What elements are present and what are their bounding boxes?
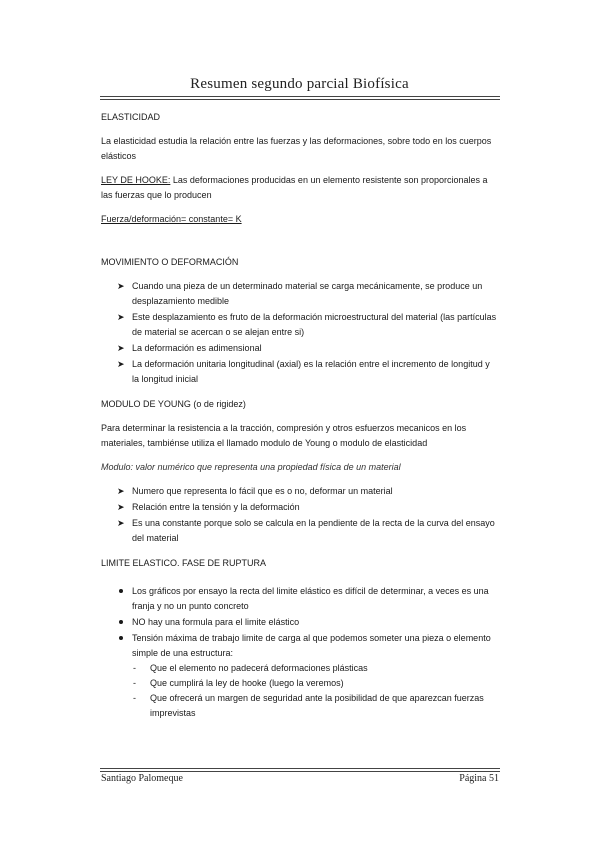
dash-bullet-icon: - [133,693,136,703]
arrow-bullet-icon: ➤ [117,281,125,291]
list-item: ➤ La deformación unitaria longitudinal (axial) es la relación entre el incremento de longitud y la longitud inicial [117,359,490,384]
modulo-definition: Modulo: valor numérico que representa una propiedad física de un material [101,462,401,472]
list-item: NO hay una formula para el limite elástico [101,615,499,630]
arrow-bullet-icon: ➤ [117,518,125,528]
sublist-item: - Que el elemento no padecerá deformaciones plásticas [132,661,499,676]
list-item: Tensión máxima de trabajo limite de carga al que podemos someter una pieza o elemento simple de una estructura: - Que el elemento no padecerá deformaciones plásticas - Que cumplirá la ley de hooke (luego la veremos) - Que ofrecerá un margen de seguridad ante la posibilidad de que aparezcan fuerzas imprevistas [101,631,499,721]
list-item: Los gráficos por ensayo la recta del limite elástico es difícil de determinar, a veces es una franja y no un punto concreto [101,584,499,614]
list-item: ➤ Cuando una pieza de un determinado material se carga mecánicamente, se produce un desplazamiento medible [117,281,483,306]
arrow-bullet-icon: ➤ [117,312,125,322]
section-heading-young: MODULO DE YOUNG (o de rigidez) [101,399,246,409]
young-paragraph: Para determinar la resistencia a la tracción, compresión y otros esfuerzos mecanicos en los materiales, tambiénse utiliza el llamado modulo de Young o modulo de elasticidad [101,423,467,448]
hooke-label: LEY DE HOOKE: [101,175,171,185]
round-bullet-icon [119,636,123,640]
document-body [101,110,499,722]
arrow-bullet-icon: ➤ [117,359,125,369]
dash-bullet-icon: - [133,663,136,673]
limite-list [101,584,499,721]
hooke-text: Las deformaciones producidas en un elemento resistente son proporcionales a las fuerzas que lo producen [101,175,488,200]
section-heading-movimiento: MOVIMIENTO O DEFORMACIÓN [101,257,239,267]
round-bullet-icon [119,620,123,624]
page-title: Resumen segundo parcial Biofísica [190,76,409,92]
young-list [101,484,499,546]
footer-author: Santiago Palomeque [101,773,183,784]
list-item: ➤ Es una constante porque solo se calcula en la pendiente de la recta de la curva del ensayo del material [117,518,495,543]
limite-sublist [132,661,499,721]
dash-bullet-icon: - [133,678,136,688]
list-item: ➤ La deformación es adimensional [101,341,499,356]
hooke-formula: Fuerza/deformación= constante= K [101,214,242,224]
list-item: ➤ Este desplazamiento es fruto de la deformación microestructural del material (las partículas de material se acercan o se alejan entre si) [117,312,497,337]
arrow-bullet-icon: ➤ [117,343,125,353]
footer-divider [100,768,500,772]
section-heading-elasticidad: ELASTICIDAD [101,112,161,122]
elasticidad-paragraph: La elasticidad estudia la relación entre las fuerzas y las deformaciones, sobre todo en los cuerpos elásticos [101,136,492,161]
sublist-item: - Que cumplirá la ley de hooke (luego la veremos) [132,676,499,691]
section-heading-limite: LIMITE ELASTICO. FASE DE RUPTURA [101,558,267,568]
arrow-bullet-icon: ➤ [117,486,125,496]
movimiento-list [101,279,499,387]
footer-page-number: Página 51 [459,773,499,784]
header-divider [100,96,500,100]
sublist-item: - Que ofrecerá un margen de seguridad ante la posibilidad de que aparezcan fuerzas imprevistas [133,693,484,718]
hooke-paragraph [101,173,499,203]
arrow-bullet-icon: ➤ [117,502,125,512]
list-item: ➤ Relación entre la tensión y la deformación [101,500,499,515]
list-item: ➤ Numero que representa lo fácil que es o no, deformar un material [101,484,499,499]
round-bullet-icon [119,589,123,593]
